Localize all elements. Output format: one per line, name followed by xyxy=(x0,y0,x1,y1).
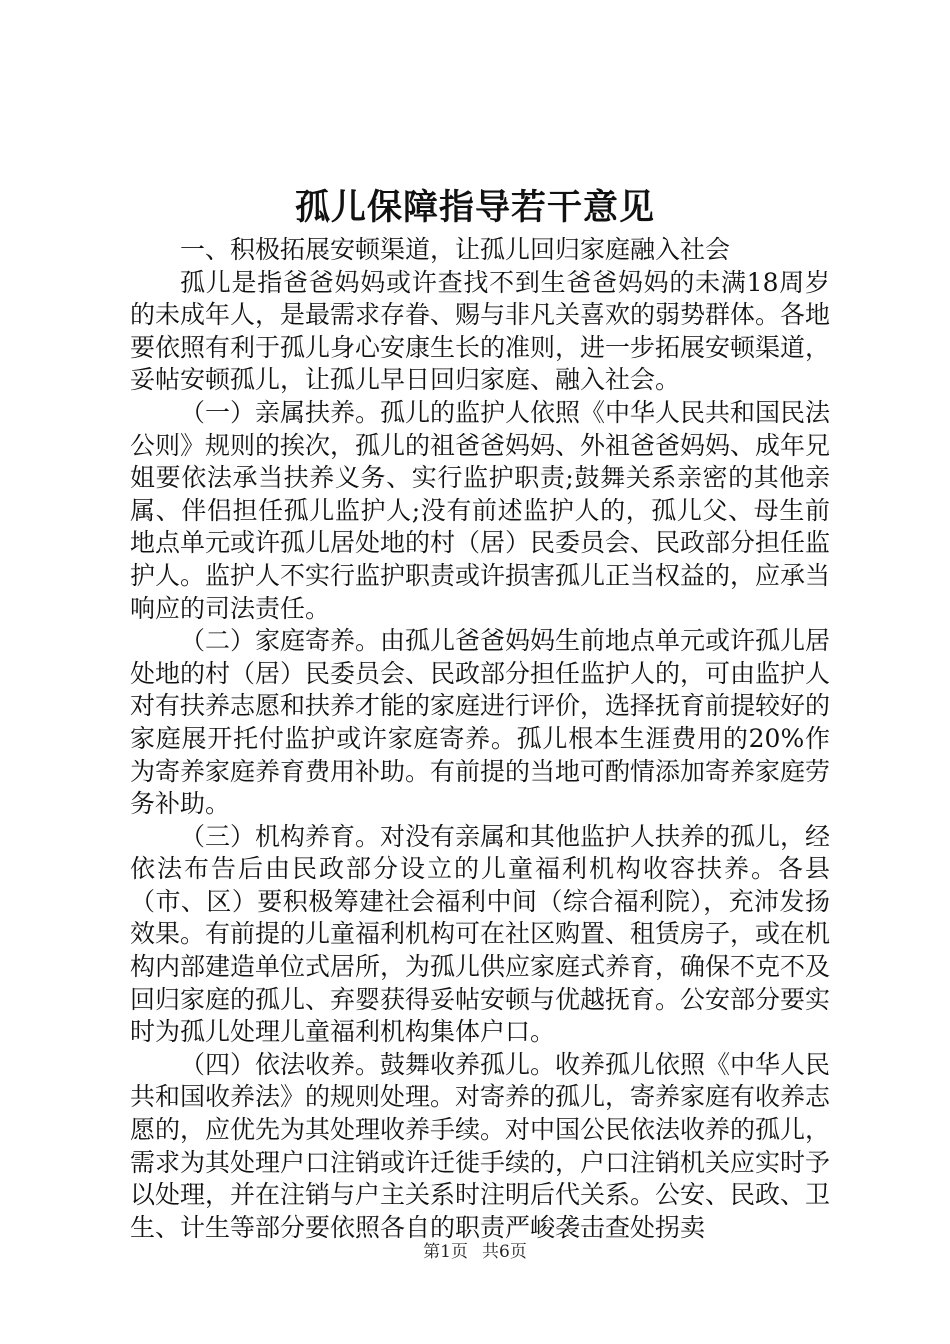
paragraph-foster-care: （二）家庭寄养。由孤儿爸爸妈妈生前地点单元或许孤儿居处地的村（居）民委员会、民政部分担任监护人的，可由监护人对有扶养志愿和扶养才能的家庭进行评价，选择抚育前提较好的家庭展开托付监护或许家庭寄养。孤儿根本生涯费用的20%作为寄养家庭养育费用补助。有前提的当地可酌情添加寄养家庭劳务补助。 xyxy=(130,626,831,819)
paragraph-adoption: （四）依法收养。鼓舞收养孤儿。收养孤儿依照《中华人民共和国收养法》的规则处理。对寄养的孤儿，寄养家庭有收养志愿的，应优先为其处理收养手续。对中国公民依法收养的孤儿，需求为其处理户口注销或许迁徙手续的，户口注销机关应实时予以处理，并在注销与户主关系时注明后代关系。公安、民政、卫生、计生等部分要依照各自的职责严峻袭击查处拐卖 xyxy=(130,1049,831,1242)
section-heading: 一、积极拓展安顿渠道，让孤儿回归家庭融入社会 xyxy=(180,235,731,264)
paragraph-relative-care: （一）亲属扶养。孤儿的监护人依照《中华人民共和国民法公则》规则的挨次，孤儿的祖爸爸妈妈、外祖爸爸妈妈、成年兄姐要依法承当扶养义务、实行监护职责;鼓舞关系亲密的其他亲属、伴侣担任孤儿监护人;没有前述监护人的，孤儿父、母生前地点单元或许孤儿居处地的村（居）民委员会、民政部分担任监护人。监护人不实行监护职责或许损害孤儿正当权益的，应承当响应的司法责任。 xyxy=(130,397,831,623)
page-number: 第1页 xyxy=(423,1242,468,1262)
page-total: 共6页 xyxy=(482,1242,527,1262)
paragraph-intro: 孤儿是指爸爸妈妈或许查找不到生爸爸妈妈的未满18周岁的未成年人，是最需求存眷、赐与非凡关喜欢的弱势群体。各地要依照有利于孤儿身心安康生长的准则，进一步拓展安顿渠道，妥帖安顿孤儿，让孤儿早日回归家庭、融入社会。 xyxy=(130,267,831,395)
document-title: 孤儿保障指导若干意见 xyxy=(294,187,655,228)
paragraph-institutional-care: （三）机构养育。对没有亲属和其他监护人扶养的孤儿，经依法布告后由民政部分设立的儿童福利机构收容扶养。各县（市、区）要积极筹建社会福利中间（综合福利院），充沛发扬效果。有前提的儿童福利机构可在社区购置、租赁房子，或在机构内部建造单位式居所，为孤儿供应家庭式养育，确保不克不及回归家庭的孤儿、弃婴获得妥帖安顿与优越抚育。公安部分要实时为孤儿处理儿童福利机构集体户口。 xyxy=(130,821,831,1047)
page-footer xyxy=(0,1240,950,1264)
document-body xyxy=(130,234,830,1244)
